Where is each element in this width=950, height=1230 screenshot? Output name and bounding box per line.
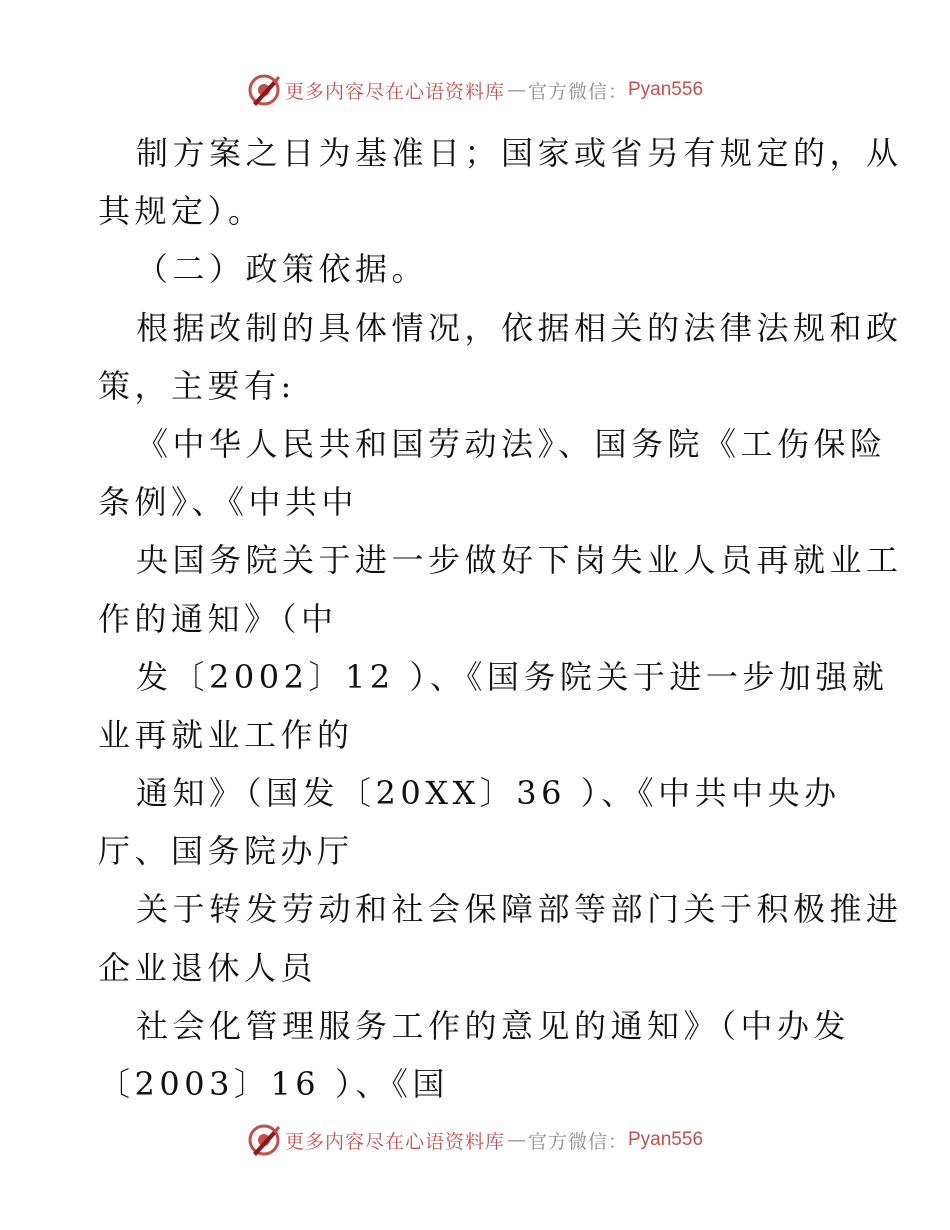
text-line: 其规定）。 <box>98 192 265 231</box>
text-line: 企业退休人员 <box>98 948 318 987</box>
text-line: 厅、国务院办厅 <box>98 832 354 871</box>
text-line: （二）政策依据。 <box>136 250 429 289</box>
watermark-label: 官方微信： <box>527 80 628 103</box>
text-line: 作的通知》（中 <box>98 599 338 638</box>
watermark-text: 更多内容尽在心语资料库 <box>284 1130 505 1153</box>
text-line: 根据改制的具体情况，依据相关的法律法规和政 <box>136 308 903 347</box>
page-footer-watermark <box>0 1120 950 1160</box>
watermark-wechat-id: Pyan556 <box>628 79 704 100</box>
text-line: 关于转发劳动和社会保障部等部门关于积极推进 <box>136 890 903 929</box>
text-line: 条例》、《中共中 <box>98 483 359 522</box>
text-line: 〔2003〕16 ）、《国 <box>98 1065 449 1103</box>
text-line: 《中华人民共和国劳动法》、国务院《工伤保险 <box>136 424 887 463</box>
watermark-separator: — <box>506 79 526 101</box>
page-header-watermark <box>0 70 950 110</box>
watermark-label: 官方微信： <box>527 1130 628 1153</box>
text-line: 制方案之日为基准日；国家或省另有规定的，从 <box>136 134 903 172</box>
text-line: 业再就业工作的 <box>98 715 354 754</box>
watermark-wechat-id: Pyan556 <box>628 1129 704 1150</box>
text-line: 策，主要有: <box>98 366 296 405</box>
watermark-text: 更多内容尽在心语资料库 <box>284 80 505 103</box>
text-line: 社会化管理服务工作的意见的通知》（中办发 <box>136 1006 851 1045</box>
watermark-separator: — <box>506 1129 526 1151</box>
text-line: 央国务院关于进一步做好下岗失业人员再就业工 <box>136 541 903 580</box>
pen-logo-icon <box>247 73 281 107</box>
document-body <box>98 124 903 1113</box>
pen-logo-icon <box>247 1123 281 1157</box>
text-line: 通知》（国发〔20XX〕36 ）、《中共中央办 <box>136 774 841 813</box>
text-line: 发〔2002〕12 ）、《国务院关于进一步加强就 <box>136 657 889 696</box>
